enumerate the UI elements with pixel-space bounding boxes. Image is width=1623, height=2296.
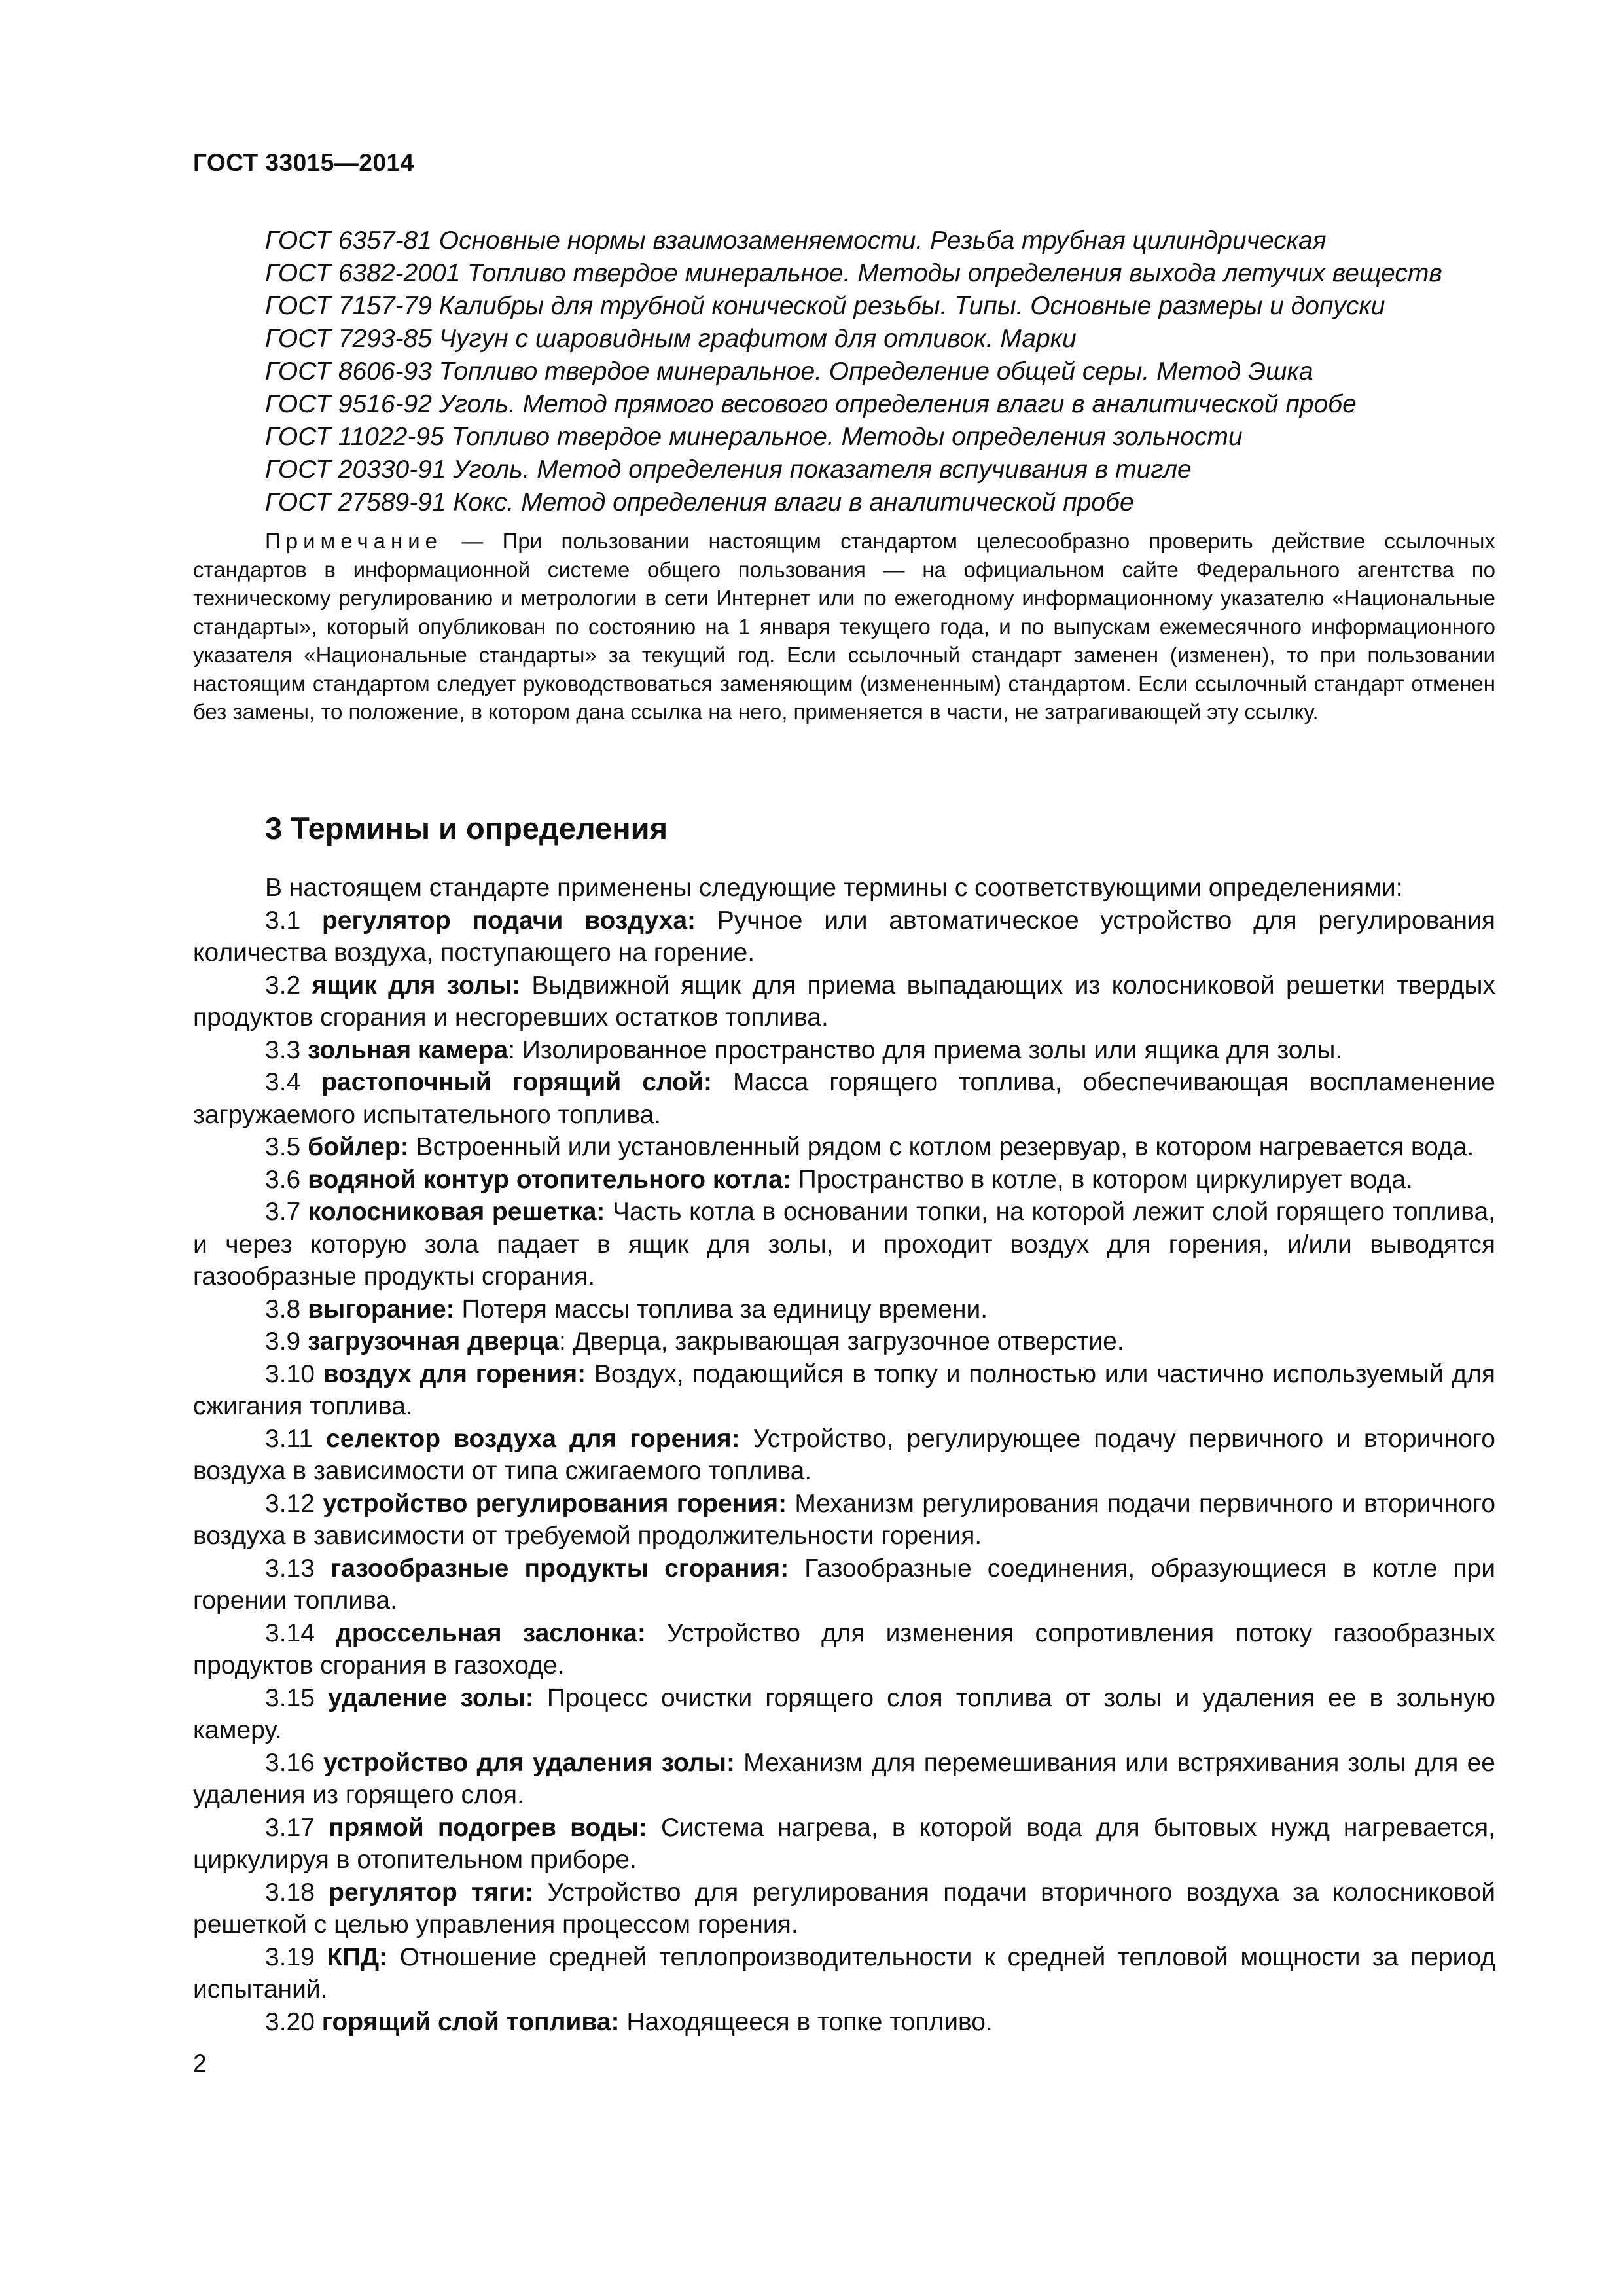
reference-item: ГОСТ 20330-91 Уголь. Метод определения показателя вспучивания в тигле <box>265 456 1192 484</box>
page-number: 2 <box>193 2050 207 2077</box>
term-number: 3.18 <box>265 1878 315 1907</box>
term-text: Воздух, подающийся в топку и полностью или частично используемый для сжигания топлива. <box>193 1359 1496 1420</box>
term-name: удаление золы: <box>328 1683 534 1712</box>
term-name: горящий слой топлива: <box>321 2007 620 2036</box>
term-number: 3.19 <box>265 1943 315 1971</box>
reference-item: ГОСТ 6382-2001 Топливо твердое минеральное. Методы определения выхода летучих веществ <box>265 259 1442 287</box>
term-text: Процесс очистки горящего слоя топлива от золы и удаления ее в зольную камеру. <box>193 1683 1495 1744</box>
term-definition <box>193 1747 1495 1812</box>
term-text: : Дверца, закрывающая загрузочное отверстие. <box>558 1327 1124 1355</box>
term-text: Масса горящего топлива, обеспечивающая воспламенение загружаемого испытательного топлива. <box>193 1068 1495 1129</box>
term-name: прямой подогрев воды: <box>329 1813 647 1842</box>
term-definition <box>193 1488 1495 1552</box>
term-text: Устройство для регулирования подачи вторичного воздуха за колосниковой решеткой с целью управления процессом горения. <box>193 1878 1495 1939</box>
term-number: 3.17 <box>265 1813 315 1842</box>
reference-item: ГОСТ 9516-92 Уголь. Метод прямого весового определения влаги в аналитической пробе <box>265 390 1357 418</box>
term-text: Часть котла в основании топки, на которой лежит слой горящего топлива, и через которую зола падает в ящик для золы, и проходит воздух для горения, и/или выводятся газообразные продукты сгорания. <box>193 1198 1495 1291</box>
term-definition <box>193 969 1495 1034</box>
term-definition <box>193 1034 1495 1067</box>
term-definition <box>193 1682 1495 1747</box>
term-name: воздух для горения: <box>323 1359 586 1388</box>
term-definition <box>193 1066 1495 1131</box>
term-text: Устройство, регулирующее подачу первичного и вторичного воздуха в зависимости от типа сжигаемого топлива. <box>193 1424 1495 1485</box>
term-text: Встроенный или установленный рядом с котлом резервуар, в котором нагревается вода. <box>408 1133 1474 1161</box>
term-number: 3.16 <box>265 1748 315 1777</box>
reference-item: ГОСТ 27589-91 Кокс. Метод определения влаги в аналитической пробе <box>265 488 1134 516</box>
term-number: 3.12 <box>265 1489 315 1518</box>
term-definition <box>193 1617 1495 1682</box>
terms-list <box>193 872 1495 2038</box>
term-text: Система нагрева, в которой вода для бытовых нужд нагревается, циркулируя в отопительном приборе. <box>193 1813 1496 1874</box>
term-name: газообразные продукты сгорания: <box>330 1554 789 1583</box>
term-name: устройство регулирования горения: <box>323 1489 787 1518</box>
term-definition <box>193 1423 1495 1488</box>
term-number: 3.2 <box>265 971 301 999</box>
term-number: 3.15 <box>265 1683 315 1712</box>
term-definition <box>193 1164 1495 1196</box>
term-text: Механизм регулирования подачи первичного и вторичного воздуха в зависимости от требуемой продолжительности горения. <box>193 1489 1496 1550</box>
term-text: Находящееся в топке топливо. <box>619 2007 993 2036</box>
term-definition <box>193 1196 1495 1293</box>
reference-item: ГОСТ 7293-85 Чугун с шаровидным графитом для отливок. Марки <box>265 325 1077 353</box>
term-name: водяной контур отопительного котла: <box>308 1165 791 1194</box>
term-number: 3.6 <box>265 1165 301 1194</box>
term-name: загрузочная дверца <box>308 1327 559 1355</box>
term-name: дроссельная заслонка: <box>335 1619 646 1647</box>
term-text: Механизм для перемешивания или встряхивания золы для ее удаления из горящего слоя. <box>193 1748 1495 1809</box>
term-text: Потеря массы топлива за единицу времени. <box>454 1295 988 1323</box>
term-name: регулятор тяги: <box>329 1878 534 1907</box>
term-definition <box>193 1358 1495 1423</box>
term-name: селектор воздуха для горения: <box>326 1424 740 1453</box>
term-name: растопочный горящий слой: <box>321 1068 712 1096</box>
term-definition <box>193 905 1495 969</box>
term-definition <box>193 1293 1495 1326</box>
term-definition <box>193 1131 1495 1164</box>
term-text: Газообразные соединения, образующиеся в котле при горении топлива. <box>193 1554 1495 1615</box>
note-text: — При пользовании настоящим стандартом целесообразно проверить действие ссылочных стандартов в информационной системе общего пользования — на официальном сайте Федерального агентства по техническому регулированию и метрологии в сети Интернет или по ежегодному информационному указателю «Национальные стандарты», который опубликован по состоянию на 1 января текущего года, и по выпускам ежемесячного информационного указателя «Национальные стандарты» за текущий год. Если ссылочный стандарт заменен (изменен), то при пользовании настоящим стандартом следует руководствоваться заменяющим (измененным) стандартом. Если ссылочный стандарт отменен без замены, то положение, в котором дана ссылка на него, применяется в части, не затрагивающей эту ссылку. <box>193 529 1495 724</box>
note-paragraph <box>193 527 1495 726</box>
term-text: Отношение средней теплопроизводительности к средней тепловой мощности за период испытаний. <box>193 1943 1495 2003</box>
reference-item: ГОСТ 8606-93 Топливо твердое минеральное. Определение общей серы. Метод Эшка <box>265 357 1313 386</box>
term-number: 3.9 <box>265 1327 301 1355</box>
term-text: Пространство в котле, в котором циркулирует вода. <box>791 1165 1413 1194</box>
term-name: регулятор подачи воздуха: <box>321 906 696 935</box>
normative-references-list <box>265 224 1508 519</box>
term-number: 3.4 <box>265 1068 301 1096</box>
term-number: 3.5 <box>265 1133 301 1161</box>
term-name: зольная камера <box>308 1035 508 1064</box>
reference-item: ГОСТ 6357-81 Основные нормы взаимозаменяемости. Резьба трубная цилиндрическая <box>265 226 1327 255</box>
reference-item: ГОСТ 11022-95 Топливо твердое минеральное. Методы определения зольности <box>265 423 1243 451</box>
note-label: Примечание <box>265 529 443 553</box>
term-number: 3.1 <box>265 906 301 935</box>
term-name: устройство для удаления золы: <box>323 1748 735 1777</box>
reference-item: ГОСТ 7157-79 Калибры для трубной конической резьбы. Типы. Основные размеры и допуски <box>265 292 1385 320</box>
document-header: ГОСТ 33015—2014 <box>193 149 414 176</box>
term-number: 3.3 <box>265 1035 301 1064</box>
term-definition <box>193 1941 1495 2006</box>
term-definition <box>193 1876 1495 1941</box>
term-number: 3.7 <box>265 1198 301 1226</box>
term-number: 3.10 <box>265 1359 315 1388</box>
term-number: 3.14 <box>265 1619 315 1647</box>
term-name: выгорание: <box>308 1295 455 1323</box>
term-text: Ручное или автоматическое устройство для регулирования количества воздуха, поступающего на горение. <box>193 906 1495 967</box>
term-definition <box>193 1325 1495 1358</box>
term-name: КПД: <box>327 1943 388 1971</box>
term-number: 3.13 <box>265 1554 315 1583</box>
term-definition <box>193 2006 1495 2039</box>
term-name: ящик для золы: <box>312 971 521 999</box>
section-title: 3 Термины и определения <box>265 811 668 846</box>
term-text: : Изолированное пространство для приема золы или ящика для золы. <box>508 1035 1343 1064</box>
term-number: 3.8 <box>265 1295 301 1323</box>
term-text: Устройство для изменения сопротивления потоку газообразных продуктов сгорания в газоходе. <box>193 1619 1495 1679</box>
term-name: колосниковая решетка: <box>308 1198 605 1226</box>
term-definition <box>193 1812 1495 1876</box>
term-number: 3.20 <box>265 2007 315 2036</box>
section-intro: В настоящем стандарте применены следующие термины с соответствующими определениями: <box>265 874 1403 902</box>
term-definition <box>193 1552 1495 1617</box>
term-number: 3.11 <box>265 1424 313 1453</box>
term-text: Выдвижной ящик для приема выпадающих из колосниковой решетки твердых продуктов сгорания и несгоревших остатков топлива. <box>193 971 1495 1031</box>
term-name: бойлер: <box>308 1133 409 1161</box>
